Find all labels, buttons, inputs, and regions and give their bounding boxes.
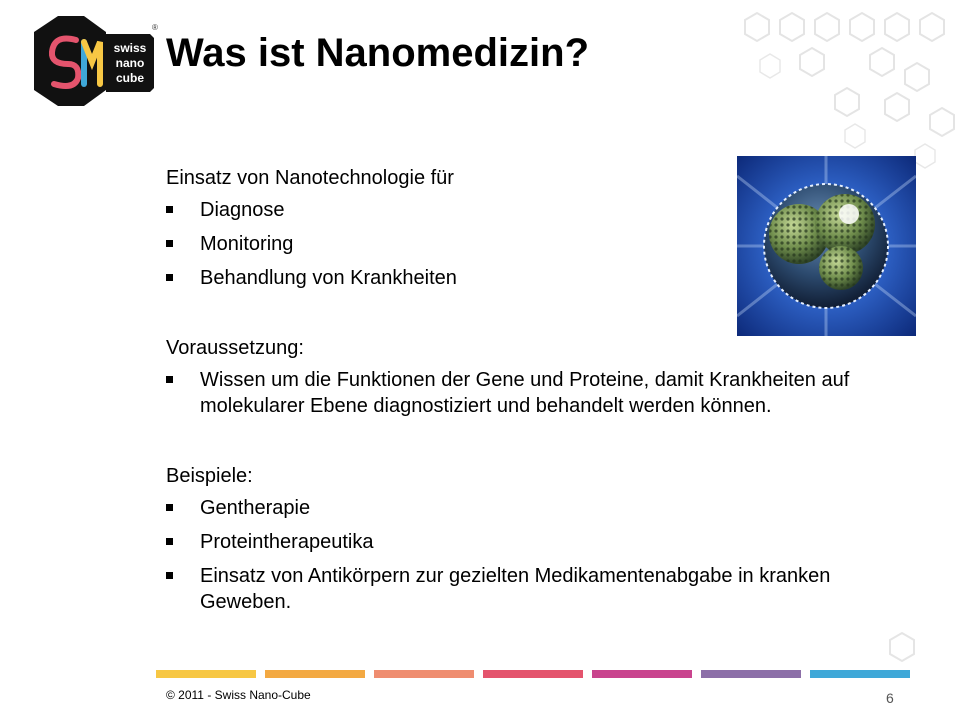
color-bar-2 (265, 670, 365, 678)
list-item-text: Diagnose (200, 199, 285, 221)
list-item (166, 529, 886, 555)
color-bar-7 (810, 670, 910, 678)
list-item (166, 367, 890, 419)
page-number: 6 (886, 690, 894, 706)
square-bullet-icon (166, 206, 173, 213)
swiss-nano-cube-logo-icon (24, 12, 158, 110)
logo-word-3: cube (115, 71, 145, 85)
list-item-text: Einsatz von Antikörpern zur gezielten Medikamentenabgabe in kranken Geweben. (200, 565, 831, 613)
logo-registered-mark: ® (152, 23, 158, 32)
list-item-text: Wissen um die Funktionen der Gene und Proteine, damit Krankheiten auf molekularer Ebene diagnostiziert und behandelt werden können. (200, 369, 850, 417)
color-bar-3 (374, 670, 474, 678)
square-bullet-icon (166, 504, 173, 511)
color-bar-5 (592, 670, 692, 678)
list-item-text: Monitoring (200, 233, 294, 255)
square-bullet-icon (166, 572, 173, 579)
swiss-nano-cube-logo (24, 12, 158, 110)
color-bar-strip (156, 670, 910, 678)
list-item-text: Gentherapie (200, 497, 311, 519)
square-bullet-icon (166, 376, 173, 383)
intro-text: Einsatz von Nanotechnologie für (166, 167, 454, 189)
nanoparticle-sphere-image (737, 156, 916, 336)
logo-word-1: swiss (113, 41, 147, 55)
copyright-text: © 2011 - Swiss Nano-Cube (166, 688, 311, 702)
prereq-bullet-list (166, 367, 886, 419)
examples-heading: Beispiele: (166, 465, 253, 487)
color-bar-6 (701, 670, 801, 678)
color-bar-4 (483, 670, 583, 678)
list-item (166, 563, 890, 615)
square-bullet-icon (166, 274, 173, 281)
color-bar-1 (156, 670, 256, 678)
list-item (166, 495, 886, 521)
square-bullet-icon (166, 538, 173, 545)
list-item-text: Behandlung von Krankheiten (200, 267, 457, 289)
slide-title: Was ist Nanomedizin? (166, 31, 590, 75)
examples-bullet-list (166, 495, 886, 615)
square-bullet-icon (166, 240, 173, 247)
logo-word-2: nano (115, 56, 145, 70)
prereq-heading: Voraussetzung: (166, 337, 304, 359)
list-item-text: Proteintherapeutika (200, 531, 374, 553)
